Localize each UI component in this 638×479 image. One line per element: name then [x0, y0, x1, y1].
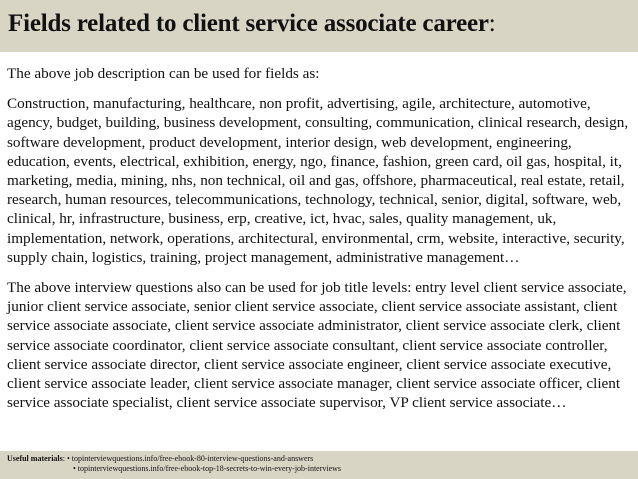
useful-materials-label: Useful materials — [7, 454, 63, 463]
footer-link-ebook-80-questions[interactable]: • topinterviewquestions.info/free-ebook-80-interview-questions-and-answers — [67, 454, 314, 463]
slide-title-colon: : — [488, 10, 496, 37]
title-bar — [0, 0, 638, 52]
fields-paragraph: Construction, manufacturing, healthcare, non profit, advertising, agile, architecture, automotive, agency, budget, building, business development, consulting, communication, clinical research, design, software development, product development, interior design, web development, engineering, education, events, electrical, exhibition, energy, ngo, finance, fashion, green card, oil gas, hospital, it, marketing, media, mining, nhs, non technical, oil and gas, offshore, pharmaceutical, real estate, retail, research, human resources, telecommunications, technology, technical, senior, digital, software, web, clinical, hr, infrastructure, business, erp, creative, ict, hvac, sales, quality management, uk, implementation, network, operations, architectural, environmental, crm, website, interactive, security, supply chain, logistics, training, project management, administrative management… — [7, 95, 629, 266]
footer-bar — [0, 451, 638, 479]
footer-row-1 — [7, 454, 341, 464]
job-levels-paragraph: The above interview questions also can be used for job title levels: entry level client service associate, junior client service associate, senior client service associate, client service associate assistant, client service associate associate, client service associate administrator, client service associate clerk, client service associate coordinator, client service associate consultant, client service associate controller, client service associate director, client service associate engineer, client service associate executive, client service associate leader, client service associate manager, client service associate officer, client service associate specialist, client service associate supervisor, VP client service associate… — [7, 279, 627, 412]
intro-paragraph: The above job description can be used for fields as: — [7, 65, 320, 82]
footer-row-2 — [7, 464, 341, 474]
useful-materials-separator: : — [62, 454, 67, 463]
useful-materials — [7, 454, 341, 474]
slide-title-text: Fields related to client service associate career — [8, 10, 489, 37]
slide-body — [7, 64, 635, 423]
footer-link-ebook-18-secrets[interactable]: • topinterviewquestions.info/free-ebook-top-18-secrets-to-win-every-job-interviews — [73, 464, 342, 473]
slide-title — [8, 10, 496, 38]
